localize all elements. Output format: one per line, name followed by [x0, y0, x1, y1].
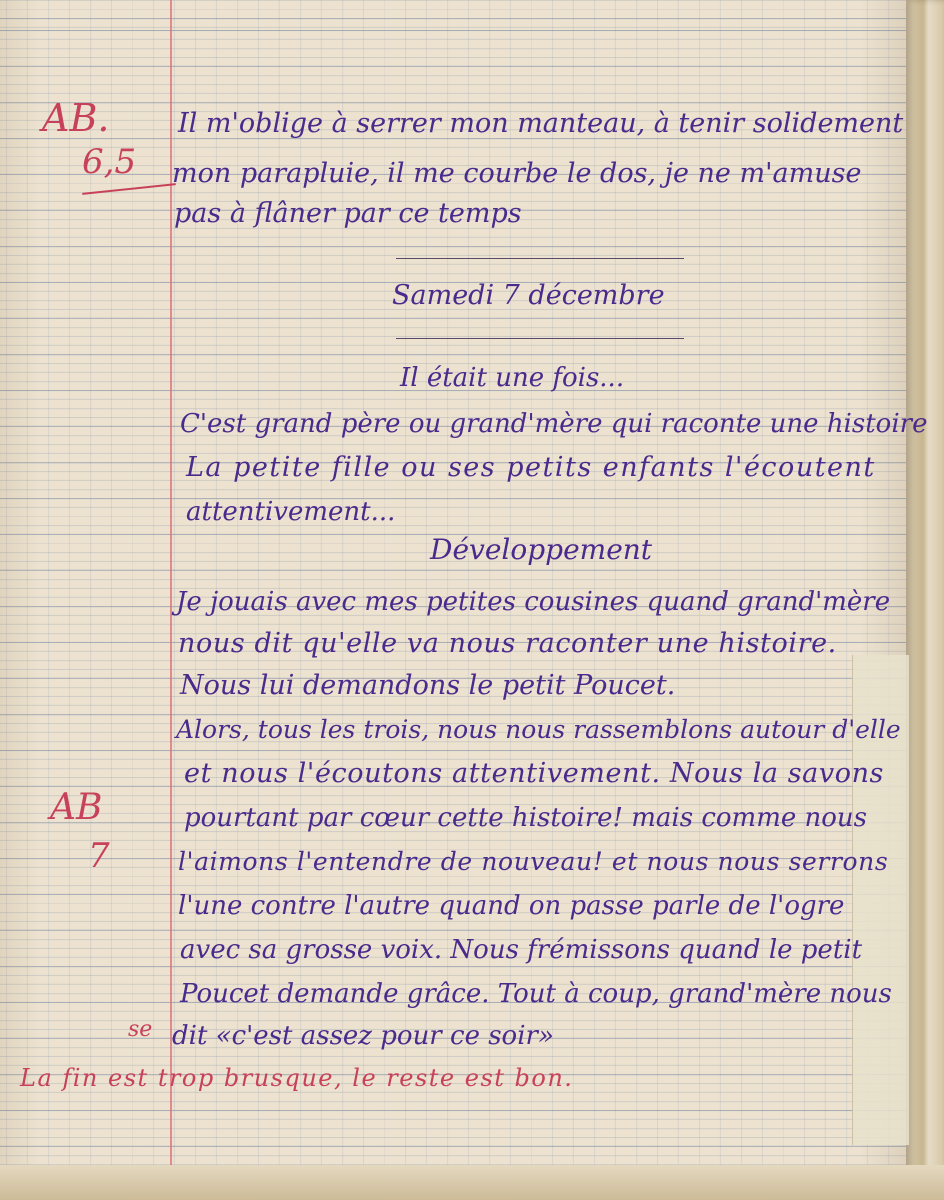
text-line: Nous lui demandons le petit Poucet.	[180, 670, 676, 701]
notebook-binding	[906, 0, 944, 1200]
separator-rule	[396, 258, 684, 259]
teacher-comment: La fin est trop brusque, le reste est bon.	[20, 1064, 574, 1092]
section-title: Développement	[430, 533, 653, 566]
text-line: Je jouais avec mes petites cousines quand grand'mère	[176, 587, 891, 617]
entry-date: Samedi 7 décembre	[392, 280, 665, 311]
grade-label-2: AB	[50, 787, 103, 828]
text-line: l'une contre l'autre quand on passe parle de l'ogre	[178, 891, 845, 921]
separator-rule	[396, 338, 684, 339]
text-line: l'aimons l'entendre de nouveau! et nous nous serrons	[178, 847, 889, 876]
text-line: La petite fille ou ses petits enfants l'écoutent	[186, 452, 876, 483]
text-line: C'est grand père ou grand'mère qui raconte une histoire	[180, 409, 928, 439]
grade-underline	[82, 183, 176, 195]
text-line: Alors, tous les trois, nous nous rassemblons autour d'elle	[176, 715, 901, 744]
page-bottom-edge	[0, 1165, 944, 1200]
text-line: mon parapluie, il me courbe le dos, je ne m'amuse	[172, 158, 862, 189]
text-line: Poucet demande grâce. Tout à coup, grand'mère nous	[180, 979, 892, 1009]
subject-title: Il était une fois...	[400, 363, 625, 393]
correction-mark: se	[128, 1017, 153, 1042]
text-line: pourtant par cœur cette histoire! mais comme nous	[184, 803, 868, 833]
grade-label-1: AB.	[42, 96, 110, 140]
text-line: attentivement...	[186, 497, 396, 527]
grade-score-2: 7	[88, 836, 110, 876]
text-line: Il m'oblige à serrer mon manteau, à tenir solidement	[178, 108, 904, 139]
text-line: pas à flâner par ce temps	[174, 198, 522, 229]
text-line: nous dit qu'elle va nous raconter une histoire.	[178, 628, 837, 659]
grade-score-1: 6,5	[82, 142, 137, 182]
text-line: dit «c'est assez pour ce soir»	[172, 1021, 554, 1051]
text-line: et nous l'écoutons attentivement. Nous la savons	[184, 758, 885, 789]
text-line: avec sa grosse voix. Nous frémissons quand le petit	[180, 935, 863, 965]
